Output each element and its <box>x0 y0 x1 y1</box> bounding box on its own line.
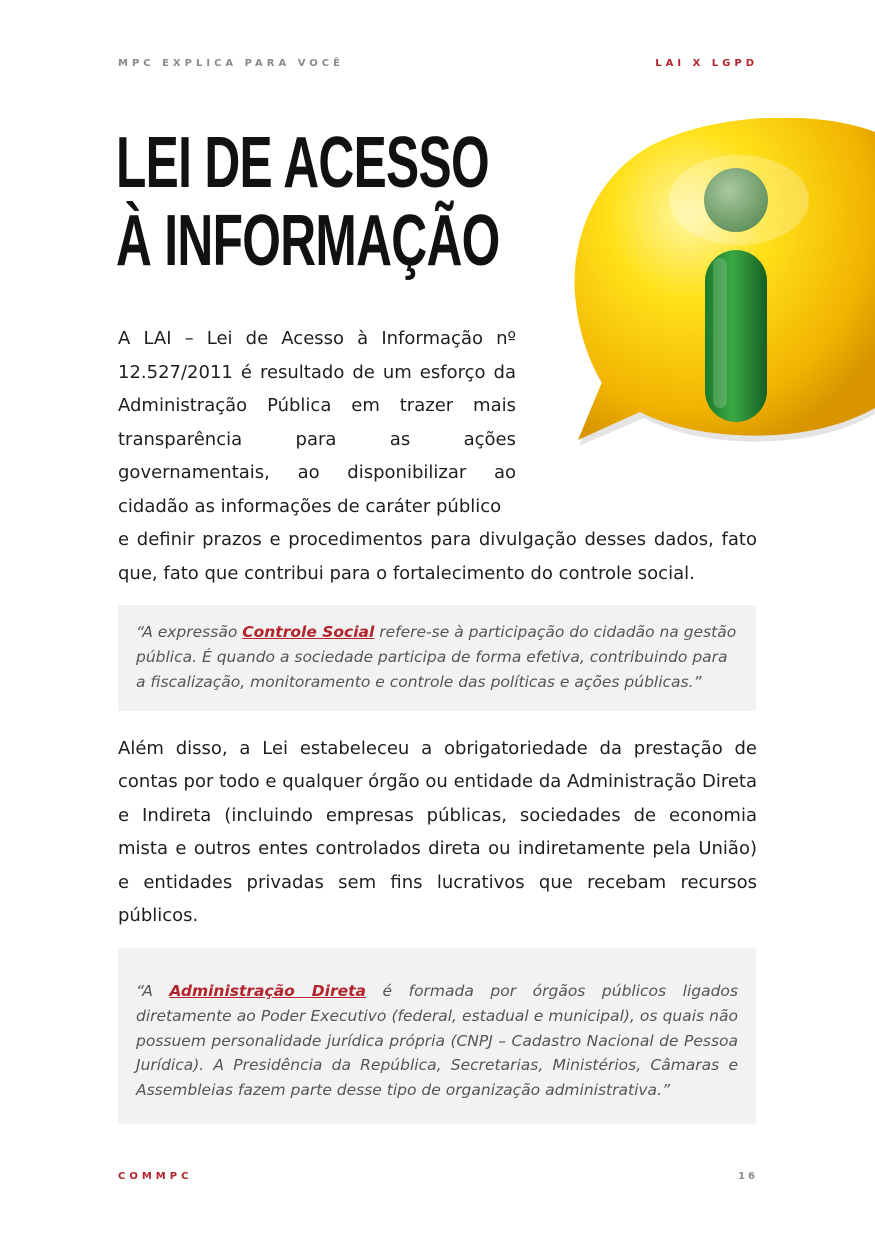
quote-administracao-direta <box>118 948 756 1124</box>
intro-paragraph-part1: A LAI – Lei de Acesso à Informação nº 12.527/2011 é resultado de um esforço da Administração Pública em trazer mais transparência para as ações governamentais, ao disponibilizar ao cidadão as informações de caráter público <box>118 328 516 517</box>
page-title <box>116 123 500 281</box>
quote1-after: refere-se à participação do cidadão na gestão pública. É quando a sociedade participa de forma efetiva, contribuindo para a fiscalização, monitoramento e controle das políticas e ações públicas.” <box>136 623 737 691</box>
quote2-after: é formada por órgãos públicos ligados diretamente ao Poder Executivo (federal, estadual e municipal), os quais não possuem personalidade jurídica própria (CNPJ – Cadastro Nacional de Pessoa Jurídica). A Presidência da República, Secretarias, Ministérios, Câmaras e Assembleias fazem parte desse tipo de organização administrativa.” <box>136 982 738 1100</box>
header-left: MPC EXPLICA PARA VOCÊ <box>118 58 344 69</box>
quote1-before: “A expressão <box>136 623 243 641</box>
quote-controle-social <box>118 605 756 711</box>
title-line-1: LEI DE ACESSO <box>116 123 489 203</box>
administracao-direta-link[interactable]: Administração Direta <box>169 982 367 1000</box>
footer-left: COMMPC <box>118 1171 193 1182</box>
second-paragraph: Além disso, a Lei estabeleceu a obrigatoriedade da prestação de contas por todo e qualquer órgão ou entidade da Administração Direta e Indireta (incluindo empresas públicas, sociedades de economia mista e outros entes controlados direta ou indiretamente pela União) e entidades privadas sem fins lucrativos que recebam recursos públicos. <box>118 738 757 927</box>
quote2-before: “A <box>136 982 170 1000</box>
intro-paragraph-part2: e definir prazos e procedimentos para divulgação desses dados, fato que, fato que contribui para o fortalecimento do controle social. <box>118 529 757 584</box>
controle-social-link[interactable]: Controle Social <box>242 623 375 641</box>
header-right: LAI X LGPD <box>655 58 758 69</box>
intro-paragraph <box>118 322 757 590</box>
title-line-2: À INFORMAÇÃO <box>116 201 500 281</box>
page-number: 16 <box>738 1171 758 1182</box>
